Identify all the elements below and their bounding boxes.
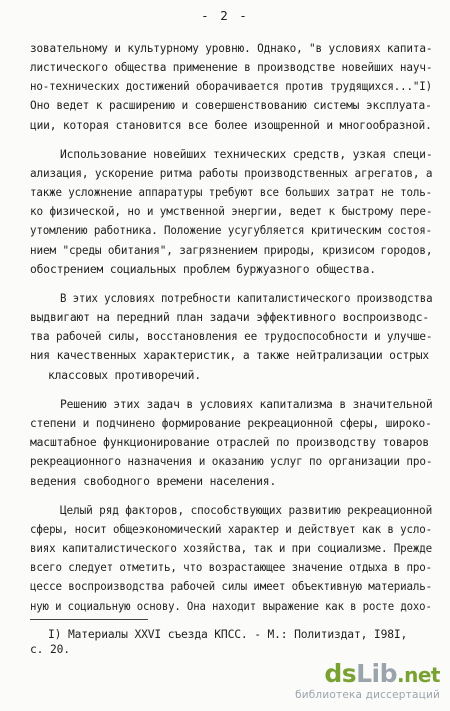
dslib-watermark	[290, 660, 440, 702]
footnote-divider	[30, 619, 148, 620]
logo-ds: ds	[324, 659, 357, 688]
text-line: но-технических достижений оборачивается против трудящихся..."I)	[30, 80, 433, 93]
text-line: степени и подчинено формирование рекреационной сферы, широко-	[30, 417, 432, 430]
logo-net: .net	[397, 663, 440, 687]
text-line: ции, которая становится все более изощренной и многообразной.	[30, 119, 432, 132]
text-line: виях капиталистического хозяйства, так и при социализме. Прежде	[30, 542, 433, 555]
text-line: классовых противоречий.	[48, 369, 201, 382]
text-line: Использование новейших технических средств, узкая специ-	[60, 148, 433, 161]
text-line: тва рабочей силы, восстановления ее трудоспособности и улучше-	[30, 330, 433, 343]
text-line: цессе воспроизводства рабочей силы имеет объективную материаль-	[30, 580, 433, 593]
text-line: обострением социальных проблем буржуазного общества.	[30, 263, 376, 276]
footnote-line-1: I) Материалы XXVI съезда КПСС. - М.: Политиздат, I98I,	[48, 628, 408, 641]
text-line: ализация, ускорение ритма работы производственных агрегатов, а	[30, 167, 433, 180]
page-number: - 2 -	[201, 8, 249, 23]
text-line: зовательному и культурному уровню. Однако, "в условиях капита-	[30, 42, 433, 55]
footnote-line-2: с. 20.	[30, 643, 70, 656]
text-line: Целый ряд факторов, способствующих развитию рекреационной	[60, 504, 433, 517]
text-line: ния качественных характеристик, а также нейтрализации острых	[30, 349, 430, 362]
text-line: выдвигают на передний план задачи эффективного воспроизводс-	[30, 311, 430, 324]
text-line: ведения свободного времени населения.	[30, 475, 277, 488]
text-line: Оно ведет к расширению и совершенствованию системы эксплуата-	[30, 99, 432, 112]
logo-subtitle: библиотека диссертаций	[295, 689, 440, 701]
text-line: рекреационного назначения и оказанию услуг по организации про-	[30, 455, 433, 468]
text-line: В этих условиях потребности капиталистического производства	[60, 292, 433, 305]
text-line: Решению этих задач в условиях капитализма в значительной	[60, 398, 433, 411]
text-line: также усложнение аппаратуры требуют все больших затрат не толь-	[30, 186, 433, 199]
text-line: листического общества применение в производстве новейших науч-	[30, 61, 433, 74]
text-line: всего следует отметить, что возрастающее значение отдыха в про-	[30, 561, 433, 574]
text-line: нием "среды обитания", загрязнением природы, кризисом городов,	[30, 244, 433, 257]
dslib-logo	[290, 660, 440, 689]
text-line: масштабное функционирование отраслей по производству товаров	[30, 436, 430, 449]
text-line: ную и социальную основу. Она находит выражение как в росте дохо-	[30, 600, 432, 613]
text-line: ко физической, но и умственной энергии, ведет к быстрому пере-	[30, 205, 433, 218]
logo-lib: Lib	[356, 659, 398, 688]
text-line: сферы, носит общеэкономический характер и действует как в усло-	[30, 523, 433, 536]
text-line: утомлению работника. Положение усугубляется критическим состоя-	[30, 224, 433, 237]
